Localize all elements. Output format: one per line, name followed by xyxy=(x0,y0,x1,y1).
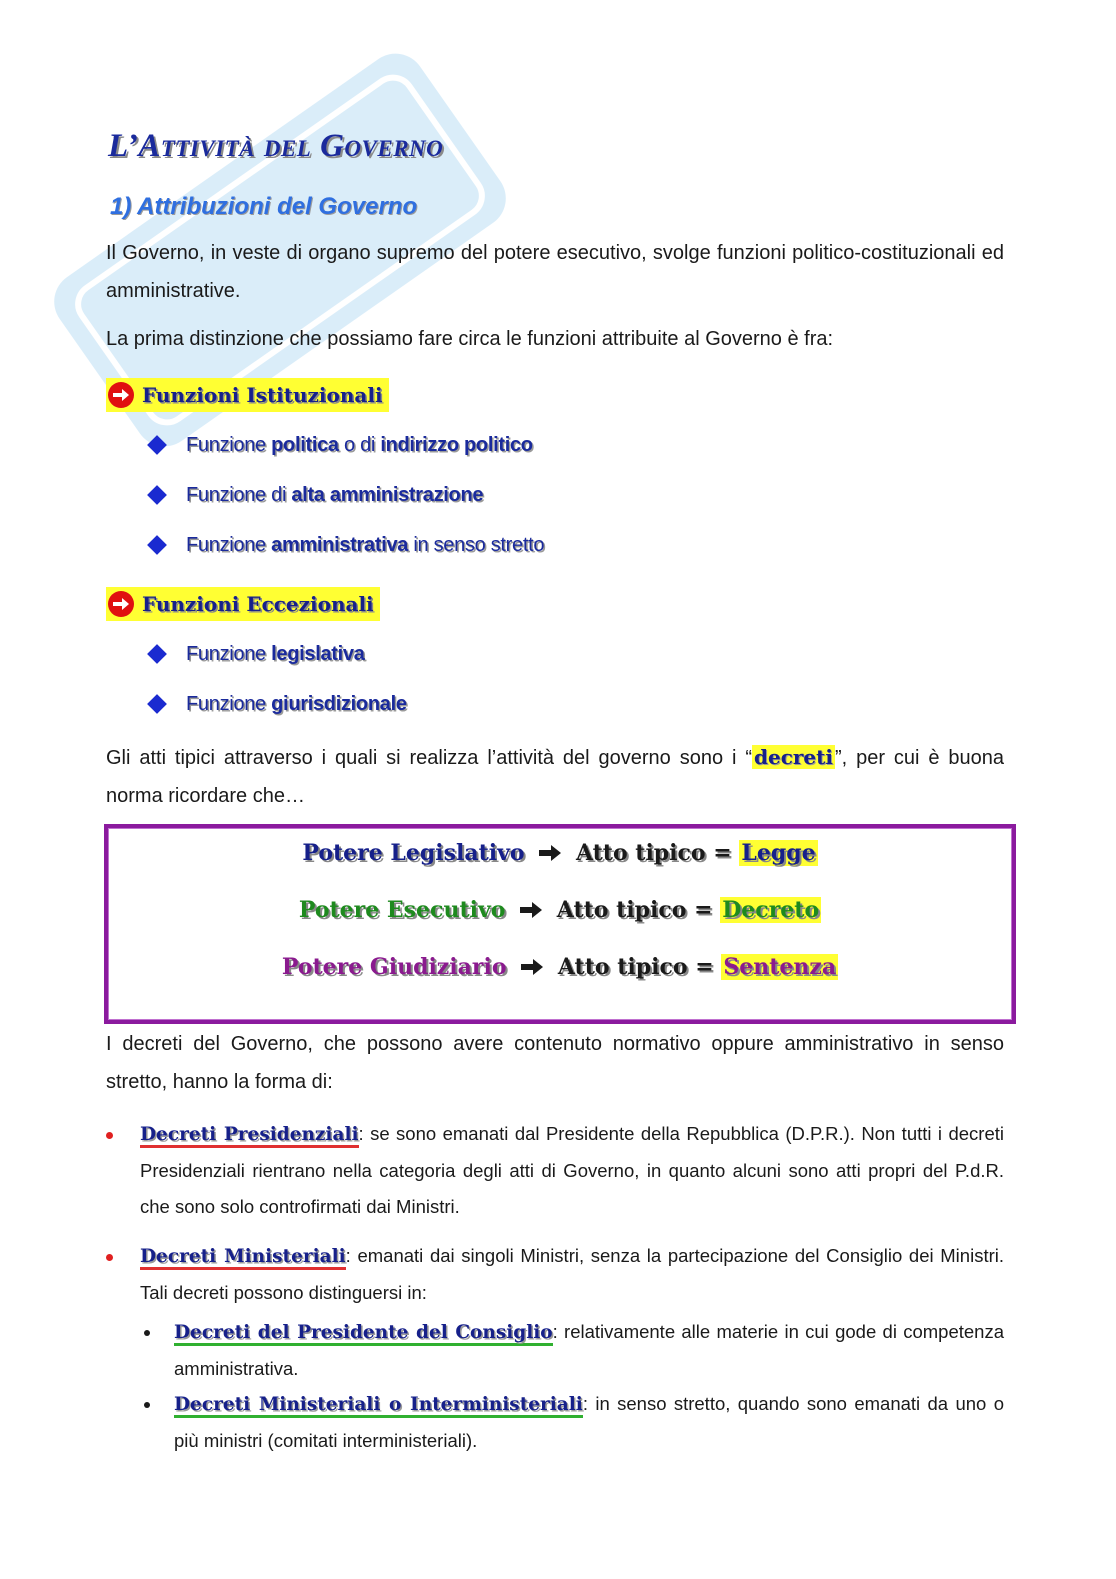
document-page: L’Attività del Governo 1) Attribuzioni del Governo Il Governo, in veste di organo supremo del potere esecutivo, svolge funzioni politico-costituzionali ed amministrative. La prima distinzione che possiamo fare circa le funzioni attribuite al Governo è fra: Funzioni Istituzionali Funzione politica o di indirizzo politico Funzione di alta amministrazione Funzione amministrativa in senso stretto Funzioni Eccezionali Funzione legislativa Funzione giurisdizionale Gli atti tipici attraverso i quali si realizza l’attività del governo sono i “ decreti ”, per cui è buona norma ricordare che… Potere Legislativo Atto tipico = Legge Potere Esecutivo Atto tipico = Decreto Potere Giudiziario Atto tipico = Sentenza I decreti del Governo, che possono avere contenuto normativo oppure amministrativo in senso stretto, hanno la forma di: Decreti Presidenziali: se sono emanati dal Presidente della Repubblica (D.P.R.). Non tutti i decreti Presidenziali rientrano nella categoria degli atti di Governo, in quanto alcuni sono atti propri del P.d.R. che sono solo controfirmati dai Ministri. Decreti Ministeriali: emanati dai singoli Ministri, senza la partecipazione del Consiglio dei Ministri. Tali decreti possono distinguersi in: Decreti del Presidente del Consiglio: relativamente alle materie in cui gode di competenza amministrativa. Decreti Ministeriali o Interministeriali: in senso stretto, quando sono emanati da uno o più ministri (comitati interministeriali). xyxy=(0,0,1116,1579)
diamond-bullet-icon xyxy=(147,644,167,664)
term-decreti-ministeriali: Decreti Ministeriali xyxy=(140,1246,346,1270)
intro-paragraph: Il Governo, in veste di organo supremo del potere esecutivo, svolge funzioni politico-costituzionali ed amministrative. xyxy=(106,242,1004,302)
decreti-intro-paragraph: I decreti del Governo, che possono avere contenuto normativo oppure amministrativo in senso stretto, hanno la forma di: xyxy=(106,1033,1004,1093)
box-line-esecutivo: Potere Esecutivo Atto tipico = Decreto xyxy=(298,897,820,923)
red-bullet-icon xyxy=(106,1132,113,1139)
black-bullet-icon xyxy=(144,1330,150,1336)
list-item: Funzione di alta amministrazione xyxy=(146,480,483,510)
heading-label: Funzioni Eccezionali xyxy=(142,592,374,616)
heading-funzioni-eccezionali xyxy=(106,587,380,621)
distinction-paragraph: La prima distinzione che possiamo fare circa le funzioni attribuite al Governo è fra: xyxy=(106,328,834,350)
term-decreti-presidenziali: Decreti Presidenziali xyxy=(140,1124,359,1148)
diamond-bullet-icon xyxy=(147,694,167,714)
diamond-bullet-icon xyxy=(147,435,167,455)
atti-paragraph: Gli atti tipici attraverso i quali si realizza l’attività del governo sono i “ decreti ”, per cui è buona norma ricordare che… xyxy=(106,745,1005,807)
page-title: L’Attività del Governo xyxy=(108,128,444,164)
keyword-decreti: decreti xyxy=(753,745,833,769)
section-heading: 1) Attribuzioni del Governo xyxy=(110,193,418,220)
box-line-legislativo: Potere Legislativo Atto tipico = Legge xyxy=(302,840,816,866)
diamond-bullet-icon xyxy=(147,485,167,505)
list-item: Funzione giurisdizionale xyxy=(146,689,407,719)
heading-funzioni-istituzionali xyxy=(106,378,389,412)
box-line-giudiziario: Potere Giudiziario Atto tipico = Sentenza xyxy=(281,954,837,980)
pointing-arrow-icon xyxy=(538,844,562,862)
list-item: Funzione legislativa xyxy=(146,639,365,669)
arrow-right-icon xyxy=(108,382,134,408)
term-decreti-presidente-consiglio: Decreti del Presidente del Consiglio xyxy=(174,1322,553,1346)
term-decreti-interministeriali: Decreti Ministeriali o Interministeriali xyxy=(174,1394,583,1418)
diamond-bullet-icon xyxy=(147,535,167,555)
pointing-arrow-icon xyxy=(520,958,544,976)
heading-label: Funzioni Istituzionali xyxy=(142,383,383,407)
pointing-arrow-icon xyxy=(519,901,543,919)
list-item: Funzione amministrativa in senso stretto xyxy=(146,530,544,560)
black-bullet-icon xyxy=(144,1402,150,1408)
list-item: Funzione politica o di indirizzo politico xyxy=(146,430,533,460)
red-bullet-icon xyxy=(106,1254,113,1261)
arrow-right-icon xyxy=(108,591,134,617)
summary-box xyxy=(104,824,1016,1024)
